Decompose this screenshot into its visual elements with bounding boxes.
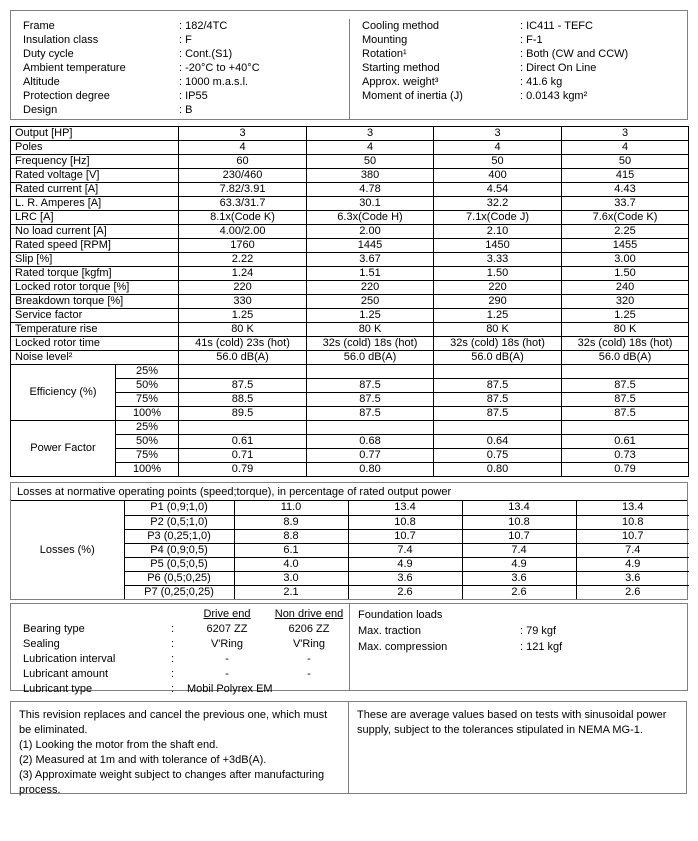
non-drive-end-value: V'Ring [292,638,326,650]
value-cell: 0.61 [179,435,307,449]
tolerance-note [348,701,687,794]
performance-table [10,126,689,477]
table-row [11,155,689,169]
value-cell: 1.25 [307,309,434,323]
foundation-loads-section [350,604,687,690]
value-cell: 80 K [179,323,307,337]
revision-note [10,701,349,794]
drive-end-value: 6207 ZZ [206,623,248,635]
value-cell: 0.77 [307,449,434,463]
spec-label: Lubricant type [23,683,93,695]
spec-value: : 0.0143 kgm² [520,90,588,102]
load-cell: 100% [116,407,179,421]
bearing-foundation-box [10,603,688,695]
lubricant-type-row [23,682,349,697]
spec-value: : 1000 m.a.s.l. [179,76,249,88]
note-line: (3) Approximate weight subject to changes after manufacturing process. [19,769,325,796]
value-cell: 1.51 [307,267,434,281]
value-cell: 80 K [434,323,562,337]
table-row [11,295,689,309]
notes-section [10,701,688,794]
value-cell: 0.71 [179,449,307,463]
spec-label: Duty cycle [23,48,74,60]
operating-point-cell: P2 (0,5;1,0) [124,515,234,529]
value-cell: 87.5 [562,393,689,407]
value-cell: 63.3/31.7 [179,197,307,211]
operating-point-cell: P5 (0,5;0,5) [124,557,234,571]
value-cell: 380 [307,169,434,183]
value-cell: 87.5 [562,379,689,393]
value-cell: 7.4 [576,543,689,557]
spec-label: Approx. weight³ [362,76,439,88]
load-cell: 75% [116,393,179,407]
value-cell: 4.9 [348,557,462,571]
spec-value: : IP55 [179,90,208,102]
spec-value: : 41.6 kg [520,76,563,88]
value-cell: 1.25 [562,309,689,323]
value-cell: 3 [562,127,689,141]
row-label: Service factor [11,309,179,323]
row-label: No load current [A] [11,225,179,239]
spec-label: Max. compression [358,641,448,653]
value-cell: 80 K [307,323,434,337]
row-label: Poles [11,141,179,155]
value-cell: 7.1x(Code J) [434,211,562,225]
value-cell: 0.73 [562,449,689,463]
value-cell: 4 [307,141,434,155]
value-cell: 1455 [562,239,689,253]
lubricant-type-value: Mobil Polyrex EM [187,683,273,695]
spec-label: Starting method [362,62,440,74]
general-info-left [11,19,349,119]
value-cell: 1.25 [179,309,307,323]
value-cell [434,421,562,435]
non-drive-end-value: - [307,668,311,680]
table-row [11,169,689,183]
row-label: Temperature rise [11,323,179,337]
value-cell [562,365,689,379]
value-cell: 56.0 dB(A) [307,351,434,365]
value-cell: 3 [307,127,434,141]
value-cell: 1450 [434,239,562,253]
spec-row [350,61,687,75]
value-cell: 7.4 [348,543,462,557]
value-cell: 10.7 [576,529,689,543]
value-cell: 7.6x(Code K) [562,211,689,225]
row-label: Breakdown torque [%] [11,295,179,309]
spec-value: : Direct On Line [520,62,597,74]
bearing-row [23,652,349,667]
value-cell: 3 [179,127,307,141]
value-cell: 32s (cold) 18s (hot) [434,337,562,351]
spec-value: : 79 kgf [520,625,557,637]
value-cell: 1.50 [562,267,689,281]
value-cell: 33.7 [562,197,689,211]
non-drive-end-header: Non drive end [274,608,344,620]
value-cell [307,421,434,435]
foundation-row [358,623,687,639]
value-cell: 10.8 [576,515,689,529]
value-cell: 1.24 [179,267,307,281]
value-cell: 0.64 [434,435,562,449]
value-cell: 2.25 [562,225,689,239]
spec-row [11,103,349,117]
value-cell: 3.00 [562,253,689,267]
drive-end-header: Drive end [203,608,251,620]
colon: : [171,623,175,635]
spec-value: : 121 kgf [520,641,563,653]
value-cell: 2.00 [307,225,434,239]
value-cell: 50 [307,155,434,169]
load-cell: 50% [116,379,179,393]
drive-end-value: - [225,653,229,665]
value-cell: 11.0 [234,501,348,515]
value-cell: 3.6 [462,571,576,585]
spec-label: Cooling method [362,20,440,32]
value-cell: 230/460 [179,169,307,183]
spec-row [11,89,349,103]
colon: : [171,668,175,680]
row-label: Frequency [Hz] [11,155,179,169]
value-cell: 3 [434,127,562,141]
row-label: Rated torque [kgfm] [11,267,179,281]
row-label: Slip [%] [11,253,179,267]
operating-point-cell: P3 (0,25;1,0) [124,529,234,543]
spec-label: Design [23,104,58,116]
foundation-loads-title: Foundation loads [358,609,443,621]
value-cell: 10.7 [348,529,462,543]
spec-label: Rotation¹ [362,48,407,60]
value-cell: 87.5 [307,393,434,407]
value-cell: 0.75 [434,449,562,463]
value-cell: 87.5 [307,407,434,421]
losses-table [11,501,689,599]
note-line: This revision replaces and cancel the previous one, which must be eliminated. [19,709,328,736]
value-cell: 10.8 [348,515,462,529]
bearing-section [11,604,350,695]
spec-value: : F [179,34,192,46]
value-cell: 0.79 [562,463,689,477]
value-cell: 32.2 [434,197,562,211]
value-cell: 2.6 [462,585,576,599]
spec-value: : B [179,104,193,116]
spec-value: : IC411 - TEFC [520,20,593,32]
table-row [11,351,689,365]
spec-label: Frame [23,20,55,32]
value-cell: 4.9 [576,557,689,571]
table-row [11,323,689,337]
value-cell [307,365,434,379]
operating-point-cell: P7 (0,25;0,25) [124,585,234,599]
spec-row [350,89,687,103]
load-cell: 100% [116,463,179,477]
value-cell: 4.43 [562,183,689,197]
spec-label: Bearing type [23,623,85,635]
row-label: Rated speed [RPM] [11,239,179,253]
operating-point-cell: P1 (0,9;1,0) [124,501,234,515]
value-cell: 56.0 dB(A) [562,351,689,365]
row-label: Rated current [A] [11,183,179,197]
value-cell: 4 [179,141,307,155]
value-cell: 8.1x(Code K) [179,211,307,225]
power-factor-group-label: Power Factor [11,421,116,477]
table-row [11,141,689,155]
foundation-row [358,639,687,655]
value-cell: 3.0 [234,571,348,585]
value-cell: 8.8 [234,529,348,543]
value-cell: 10.8 [462,515,576,529]
spec-row [11,75,349,89]
value-cell: 250 [307,295,434,309]
spec-label: Max. traction [358,625,421,637]
row-label: Locked rotor time [11,337,179,351]
load-cell: 75% [116,449,179,463]
spec-row [11,47,349,61]
non-drive-end-value: - [307,653,311,665]
value-cell: 7.4 [462,543,576,557]
value-cell: 2.10 [434,225,562,239]
note-line: (2) Measured at 1m and with tolerance of +3dB(A). [19,754,267,766]
spec-label: Sealing [23,638,60,650]
value-cell: 3.33 [434,253,562,267]
value-cell: 4.0 [234,557,348,571]
value-cell: 2.6 [348,585,462,599]
table-row [11,337,689,351]
efficiency-group-label: Efficiency (%) [11,365,116,421]
general-info-right [349,19,687,119]
value-cell [434,365,562,379]
spec-row [11,33,349,47]
drive-end-value: - [225,668,229,680]
value-cell: 13.4 [348,501,462,515]
row-label: LRC [A] [11,211,179,225]
value-cell: 87.5 [434,379,562,393]
value-cell: 220 [307,281,434,295]
table-row [11,225,689,239]
value-cell: 1760 [179,239,307,253]
value-cell: 330 [179,295,307,309]
spec-value: : Cont.(S1) [179,48,233,60]
value-cell: 87.5 [307,379,434,393]
value-cell: 0.61 [562,435,689,449]
value-cell: 7.82/3.91 [179,183,307,197]
value-cell: 4.9 [462,557,576,571]
value-cell: 220 [179,281,307,295]
value-cell: 290 [434,295,562,309]
losses-header: Losses at normative operating points (speed;torque), in percentage of rated output power [11,483,687,501]
value-cell: 4.78 [307,183,434,197]
bearing-row [23,667,349,682]
bearing-row [23,622,349,637]
spec-row [350,33,687,47]
value-cell: 3.6 [576,571,689,585]
losses-box [10,482,688,600]
value-cell: 87.5 [434,393,562,407]
load-cell: 50% [116,435,179,449]
table-row [11,127,689,141]
bearing-row [23,637,349,652]
value-cell: 2.6 [576,585,689,599]
table-row [11,501,689,515]
colon: : [171,653,175,665]
value-cell: 4 [434,141,562,155]
value-cell: 89.5 [179,407,307,421]
spec-value: : 182/4TC [179,20,228,32]
table-row [11,183,689,197]
spec-label: Protection degree [23,90,110,102]
value-cell: 4 [562,141,689,155]
table-row [11,309,689,323]
value-cell: 4.00/2.00 [179,225,307,239]
value-cell: 56.0 dB(A) [179,351,307,365]
operating-point-cell: P6 (0,5;0,25) [124,571,234,585]
value-cell: 56.0 dB(A) [434,351,562,365]
value-cell: 400 [434,169,562,183]
value-cell: 2.22 [179,253,307,267]
operating-point-cell: P4 (0,9;0,5) [124,543,234,557]
spec-row [11,61,349,75]
load-cell: 25% [116,421,179,435]
table-row [11,253,689,267]
row-label: Noise level² [11,351,179,365]
value-cell: 87.5 [562,407,689,421]
table-row [11,267,689,281]
value-cell: 87.5 [179,379,307,393]
row-label: L. R. Amperes [A] [11,197,179,211]
spec-value: : Both (CW and CCW) [520,48,629,60]
table-row [11,211,689,225]
value-cell: 8.9 [234,515,348,529]
value-cell: 41s (cold) 23s (hot) [179,337,307,351]
value-cell: 1.50 [434,267,562,281]
spec-row [350,47,687,61]
value-cell [179,365,307,379]
table-row [11,281,689,295]
load-cell: 25% [116,365,179,379]
value-cell: 0.79 [179,463,307,477]
spec-label: Moment of inertia (J) [362,90,463,102]
spec-label: Ambient temperature [23,62,126,74]
value-cell: 240 [562,281,689,295]
row-label: Output [HP] [11,127,179,141]
value-cell: 10.7 [462,529,576,543]
value-cell: 50 [434,155,562,169]
value-cell: 1445 [307,239,434,253]
spec-value: : -20°C to +40°C [179,62,260,74]
value-cell: 13.4 [462,501,576,515]
value-cell: 415 [562,169,689,183]
datasheet-page [10,10,688,794]
value-cell: 220 [434,281,562,295]
losses-group-label: Losses (%) [11,501,124,599]
value-cell: 80 K [562,323,689,337]
value-cell: 30.1 [307,197,434,211]
value-cell [179,421,307,435]
note-line: (1) Looking the motor from the shaft end. [19,739,219,751]
value-cell: 0.68 [307,435,434,449]
value-cell: 1.25 [434,309,562,323]
value-cell: 13.4 [576,501,689,515]
spec-row [350,19,687,33]
value-cell: 0.80 [434,463,562,477]
colon: : [171,638,175,650]
value-cell: 2.1 [234,585,348,599]
colon: : [171,683,175,695]
table-row [11,197,689,211]
spec-label: Insulation class [23,34,99,46]
spec-label: Altitude [23,76,60,88]
spec-value: : F-1 [520,34,543,46]
value-cell: 6.3x(Code H) [307,211,434,225]
value-cell: 88.5 [179,393,307,407]
spec-label: Lubricant amount [23,668,108,680]
note-line: These are average values based on tests with sinusoidal power supply, subject to the tolerances stipulated in NEMA MG-1. [357,709,667,736]
value-cell: 60 [179,155,307,169]
spec-row [350,75,687,89]
table-row [11,365,689,379]
non-drive-end-value: 6206 ZZ [288,623,330,635]
bearing-header-row [23,607,349,622]
spec-label: Lubrication interval [23,653,116,665]
spec-row [11,19,349,33]
value-cell: 87.5 [434,407,562,421]
value-cell: 6.1 [234,543,348,557]
drive-end-value: V'Ring [210,638,244,650]
spec-label: Mounting [362,34,408,46]
value-cell: 3.67 [307,253,434,267]
value-cell: 32s (cold) 18s (hot) [307,337,434,351]
value-cell [562,421,689,435]
table-row [11,239,689,253]
table-row [11,421,689,435]
value-cell: 3.6 [348,571,462,585]
row-label: Locked rotor torque [%] [11,281,179,295]
value-cell: 4.54 [434,183,562,197]
value-cell: 32s (cold) 18s (hot) [562,337,689,351]
value-cell: 50 [562,155,689,169]
row-label: Rated voltage [V] [11,169,179,183]
general-info-box [10,10,688,120]
value-cell: 320 [562,295,689,309]
value-cell: 0.80 [307,463,434,477]
